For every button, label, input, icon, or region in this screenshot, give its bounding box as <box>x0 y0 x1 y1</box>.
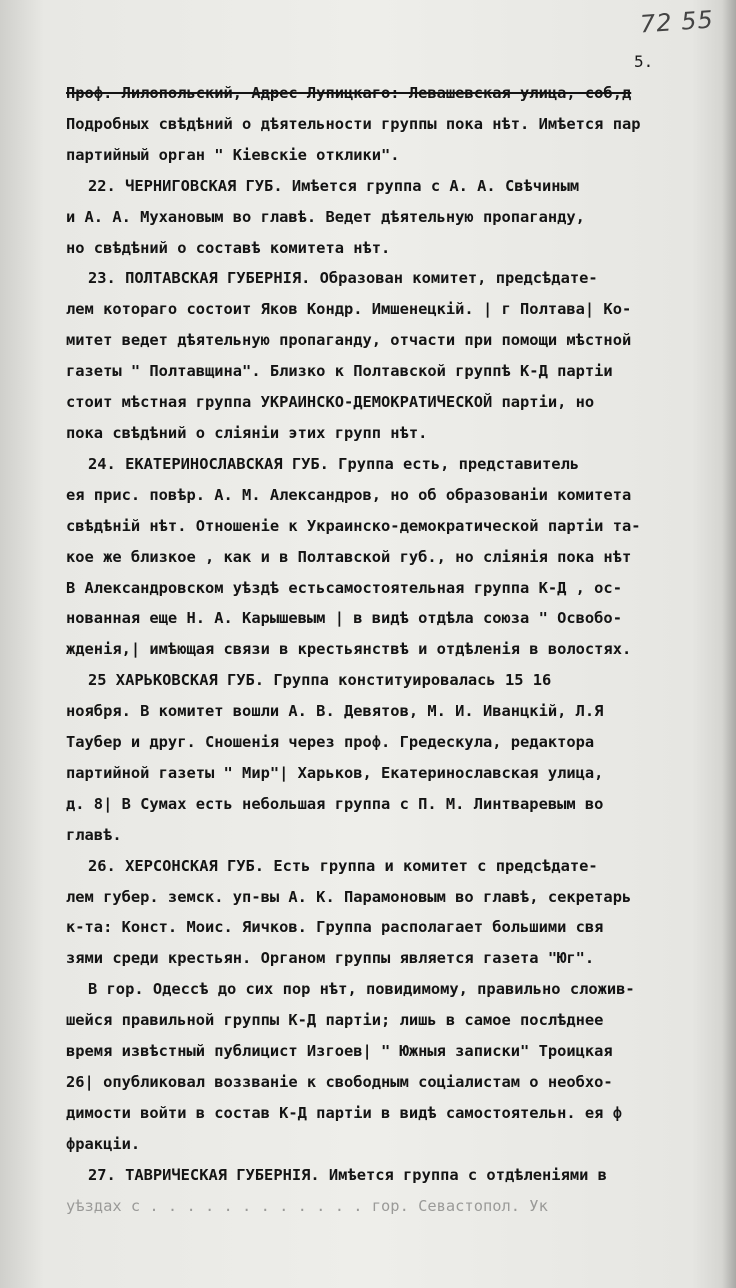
text-line: димости войти в состав К-Д партіи в видѣ самостоятельн. ея ф <box>66 1103 622 1122</box>
text-line: 26| опубликовал воззваніе к свободным соціалистам о необхо- <box>66 1073 613 1091</box>
text-line: митет ведет дѣятельную пропаганду, отчасти при помощи мѣстной <box>66 331 632 350</box>
text-line: 27. ТАВРИЧЕСКАЯ ГУБЕРНІЯ. Имѣется группа с отдѣленіями в <box>88 1165 607 1184</box>
text-line: уѣздах с . . . . . . . . . . . . гор. Севастопол. Ук <box>66 1196 548 1215</box>
text-line: жденія,| имѣющая связи в крестьянствѣ и отдѣленія в волостях. <box>66 640 632 659</box>
text-line: 22. ЧЕРНИГОВСКАЯ ГУБ. Имѣется группа с А. А. Свѣчиным <box>88 176 580 195</box>
text-line: партийный орган " Кіевскіе отклики". <box>66 145 400 164</box>
text-line: ея прис. повѣр. А. М. Александров, но об образованіи комитета <box>66 485 632 504</box>
text-line: шейся правильной группы К-Д партіи; лишь в самое послѣднее <box>66 1011 604 1030</box>
archive-number: 72 55 <box>639 5 715 39</box>
text-line: газеты " Полтавщина". Близко к Полтавской группѣ К-Д партіи <box>66 362 613 381</box>
document-body <box>66 78 726 1222</box>
text-line: лем губер. земск. уп-вы А. К. Парамоновым во главѣ, секретарь <box>66 887 632 906</box>
text-line: зями среди крестьян. Органом группы является газета "Юг". <box>66 949 595 968</box>
text-line: и А. А. Мухановым во главѣ. Ведет дѣятельную пропаганду, <box>66 207 585 226</box>
page-edge-shadow <box>722 0 736 1288</box>
text-line: д. 8| В Сумах есть небольшая группа с П. М. Линтваревым во <box>66 794 604 813</box>
text-line: стоит мѣстная группа УКРАИНСКО-ДЕМОКРАТИЧЕСКОЙ партіи, но <box>66 393 595 412</box>
text-line: пока свѣдѣний о сліяніи этих групп нѣт. <box>66 423 428 442</box>
text-line: В Александровском уѣздѣ естьсамостоятельная группа К-Д , ос- <box>66 578 622 597</box>
text-line: Проф. Лилопольский, Адрес Лупицкаго: Левашевская улица, соб,д <box>66 84 632 102</box>
text-line: 23. ПОЛТАВСКАЯ ГУБЕРНІЯ. Образован комитет, предсѣдате- <box>88 269 598 288</box>
text-line: к-та: Конст. Моис. Яичков. Группа располагает большими свя <box>66 918 604 937</box>
text-line: 25 ХАРЬКОВСКАЯ ГУБ. Группа конституировалась 15 16 <box>88 671 552 690</box>
text-line: Таубер и друг. Сношенія через проф. Гредескула, редактора <box>66 733 595 752</box>
text-line: нованная еще Н. А. Карышевым | в видѣ отдѣла союза " Освобо- <box>66 609 622 628</box>
text-line: ноября. В комитет вошли А. В. Девятов, М. И. Иванцкій, Л.Я <box>66 702 604 721</box>
text-line: 24. ЕКАТЕРИНОСЛАВСКАЯ ГУБ. Группа есть, представитель <box>88 454 580 473</box>
text-line: время извѣстный публицист Изгоев| " Южныя записки" Троицкая <box>66 1042 613 1061</box>
text-line: свѣдѣній нѣт. Отношеніе к Украинско-демократической партіи та- <box>66 516 641 535</box>
text-line: главѣ. <box>66 825 122 844</box>
text-line: лем котораго состоит Яков Кондр. Имшенецкій. | г Полтава| Ко- <box>66 300 632 319</box>
text-line: но свѣдѣний о составѣ комитета нѣт. <box>66 238 391 257</box>
text-line: партийной газеты " Мир"| Харьков, Екатеринославская улица, <box>66 763 604 782</box>
text-line: Подробных свѣдѣний о дѣятельности группы пока нѣт. Имѣется пар <box>66 114 641 133</box>
text-line: 26. ХЕРСОНСКАЯ ГУБ. Есть группа и комитет с предсѣдате- <box>88 856 598 875</box>
text-line: фракціи. <box>66 1134 141 1153</box>
text-line: кое же близкое , как и в Полтавской губ., но сліянія пока нѣт <box>66 547 632 566</box>
page-number: 5. <box>634 52 654 71</box>
text-line: В гор. Одессѣ до сих пор нѣт, повидимому, правильно сложив- <box>88 980 635 999</box>
